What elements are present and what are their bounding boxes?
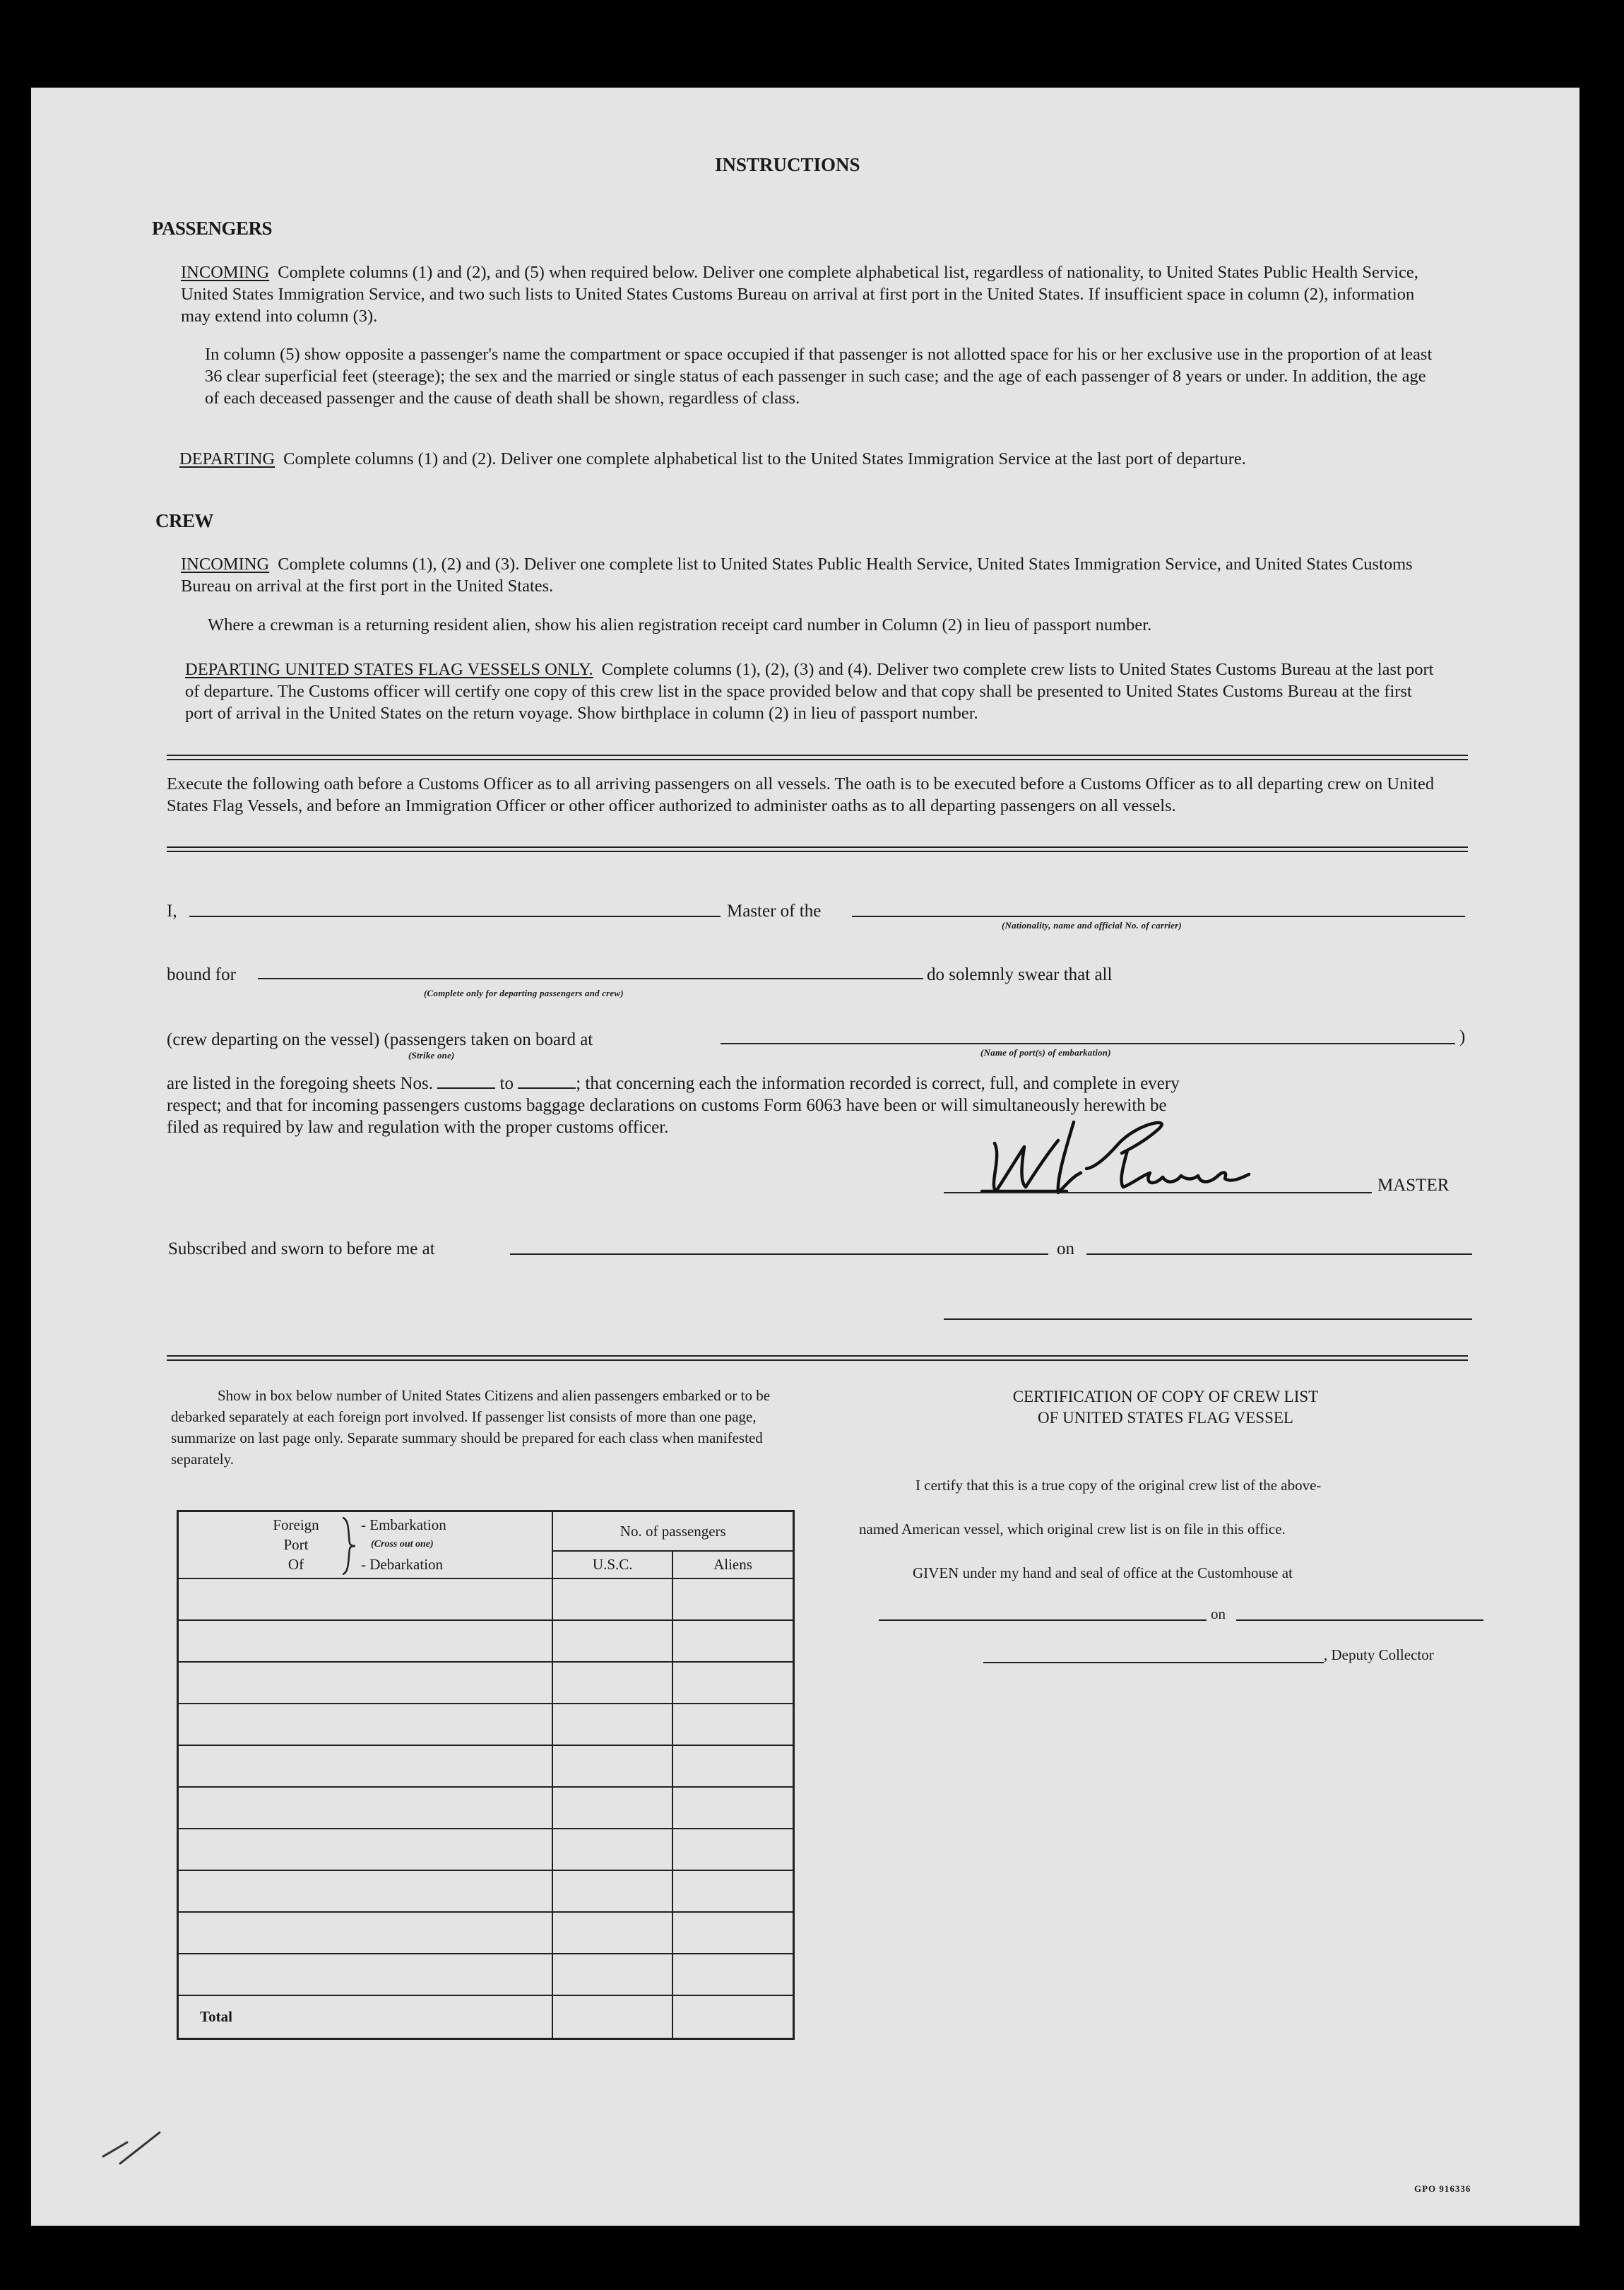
bound-for-line[interactable]	[258, 978, 923, 979]
usc-cell[interactable]	[552, 1829, 672, 1870]
oath-i-label: I,	[167, 902, 177, 921]
debarkation-label: - Debarkation	[361, 1556, 444, 1573]
port-cell[interactable]	[178, 1829, 553, 1870]
bound-for-label: bound for	[167, 965, 236, 984]
listed-text-a: are listed in the foregoing sheets Nos.	[167, 1074, 433, 1093]
aliens-cell[interactable]	[672, 1870, 794, 1912]
nationality-caption: (Nationality, name and official No. of carrier)	[1002, 920, 1182, 931]
sworn-on-label: on	[1057, 1239, 1074, 1258]
usc-cell[interactable]	[552, 1912, 672, 1954]
aliens-cell[interactable]	[672, 1787, 794, 1829]
usc-cell[interactable]	[552, 1870, 672, 1912]
crew-departing-text: Complete columns (1), (2), (3) and (4). Deliver two complete crew lists to United States Customs Bureau at the last port of departure. The Customs officer will certify one copy of this crew list in the space provided below and that copy shall be presented to United States Customs Bureau at the first port of arrival in the United States on the return voyage. Show birthplace in column (2) in lieu of passport number.	[185, 660, 1434, 723]
aliens-header: Aliens	[672, 1551, 794, 1578]
usc-cell[interactable]	[552, 1954, 672, 1995]
complete-caption: (Complete only for departing passengers and crew)	[424, 988, 624, 998]
foreign-port-header	[178, 1511, 553, 1579]
aliens-cell[interactable]	[672, 1954, 794, 1995]
certification-line-2: named American vessel, which original crew list is on file in this office.	[859, 1521, 1286, 1538]
departing-label: DEPARTING	[179, 449, 275, 468]
usc-cell[interactable]	[552, 1745, 672, 1787]
passengers-departing-paragraph	[179, 448, 1438, 470]
crew-incoming-label: INCOMING	[181, 555, 270, 574]
certification-title-2: OF UNITED STATES FLAG VESSEL	[1038, 1409, 1293, 1427]
port-caption: (Name of port(s) of embarkation)	[980, 1047, 1111, 1058]
close-paren: )	[1459, 1027, 1466, 1046]
aliens-cell[interactable]	[672, 1745, 794, 1787]
usc-cell[interactable]	[552, 1662, 672, 1704]
foreign-label: Foreign	[273, 1516, 319, 1533]
embarkation-label: - Embarkation	[361, 1516, 446, 1533]
sheet-from-line[interactable]	[437, 1075, 495, 1089]
customhouse-line[interactable]	[879, 1619, 1207, 1621]
master-name-line[interactable]	[189, 916, 721, 917]
usc-header: U.S.C.	[552, 1551, 672, 1578]
double-rule	[167, 846, 1468, 852]
port-cell[interactable]	[178, 1787, 553, 1829]
certification-date-line[interactable]	[1236, 1619, 1483, 1621]
officer-signature-line[interactable]	[944, 1318, 1472, 1320]
cross-out-label: (Cross out one)	[371, 1539, 434, 1550]
certification-line-1: I certify that this is a true copy of the original crew list of the above-	[915, 1477, 1322, 1494]
incoming-text: Complete columns (1) and (2), and (5) when required below. Deliver one complete alphabetical list, regardless of nationality, to United States Public Health Service, United States Immigration Service, and two such lists to United States Customs Bureau on arrival at first port in the United States. If insufficient space in column (2), information may extend into column (3).	[181, 263, 1418, 326]
deputy-collector-label: , Deputy Collector	[1324, 1646, 1434, 1663]
certification-on-label: on	[1211, 1605, 1226, 1622]
passenger-summary-table	[177, 1510, 795, 2040]
master-signature-line[interactable]	[944, 1192, 1372, 1193]
summary-note: Show in box below number of United States Citizens and alien passengers embarked or to be debarked separately at each foreign port involved. If passenger list consists of more than one page, summarize on last page only. Separate summary should be prepared for each class when manifested separately.	[171, 1387, 771, 1468]
crew-departing-paragraph	[185, 659, 1438, 724]
port-cell[interactable]	[178, 1912, 553, 1954]
port-cell[interactable]	[178, 1704, 553, 1745]
departing-text: Complete columns (1) and (2). Deliver one complete alphabetical list to the United States Immigration Service at the last port of departure.	[283, 449, 1246, 468]
port-cell[interactable]	[178, 1578, 553, 1620]
port-cell[interactable]	[178, 1870, 553, 1912]
page-title: INSTRUCTIONS	[715, 154, 860, 175]
crew-departing-text: (crew departing on the vessel) (passengers taken on board at	[167, 1030, 593, 1049]
listed-text-c: respect; and that for incoming passengers customs baggage declarations on customs Form 6063 have been or will simultaneously herewith be	[167, 1096, 1167, 1115]
usc-cell[interactable]	[552, 1578, 672, 1620]
brace-icon	[341, 1516, 357, 1576]
usc-cell[interactable]	[552, 1620, 672, 1662]
aliens-cell[interactable]	[672, 1662, 794, 1704]
of-label: Of	[288, 1556, 304, 1573]
port-embarkation-line[interactable]	[721, 1043, 1455, 1044]
oath-instructions: Execute the following oath before a Customs Officer as to all arriving passengers on all vessels. The oath is to be executed before a Customs Officer as to all departing crew on United States Flag Vessels, and before an Immigration Officer or other officer authorized to administer oaths as to all departing passengers on all vessels.	[167, 774, 1435, 815]
certification-title	[940, 1386, 1392, 1429]
listed-text-d: filed as required by law and regulation with the proper customs officer.	[167, 1118, 669, 1137]
certification-title-1: CERTIFICATION OF COPY OF CREW LIST	[1012, 1388, 1319, 1405]
aliens-total-cell[interactable]	[672, 1995, 794, 2038]
column5-paragraph: In column (5) show opposite a passenger's name the compartment or space occupied if that passenger is not allotted space for his or her exclusive use in the proportion of at least 36 clear superficial feet (steerage); the sex and the married or single status of each passenger in such case; and the age of each passenger of 8 years or under. In addition, the age of each deceased passenger and the cause of death shall be shown, regardless of class.	[205, 345, 1433, 408]
form-code: GPO 916336	[1414, 2183, 1471, 2194]
strike-caption: (Strike one)	[408, 1050, 455, 1061]
crew-incoming-text: Complete columns (1), (2) and (3). Deliver one complete list to United States Public Health Service, United States Immigration Service, and United States Customs Bureau on arrival at the first port in the United States.	[181, 555, 1413, 596]
listed-text-b: ; that concerning each the information recorded is correct, full, and complete in every	[576, 1074, 1180, 1093]
crew-departing-label: DEPARTING UNITED STATES FLAG VESSELS ONLY.	[185, 660, 593, 679]
aliens-cell[interactable]	[672, 1620, 794, 1662]
certification-line-3: GIVEN under my hand and seal of office at the Customhouse at	[913, 1564, 1293, 1581]
usc-total-cell[interactable]	[552, 1995, 672, 2038]
incoming-label: INCOMING	[181, 263, 270, 282]
crew-alien-paragraph: Where a crewman is a returning resident alien, show his alien registration receipt card number in Column (2) in lieu of passport number.	[208, 615, 1152, 635]
usc-cell[interactable]	[552, 1787, 672, 1829]
port-cell[interactable]	[178, 1662, 553, 1704]
pencil-mark	[99, 2127, 170, 2169]
listed-to: to	[499, 1074, 514, 1093]
no-passengers-header: No. of passengers	[552, 1511, 793, 1552]
double-rule	[167, 1355, 1468, 1361]
total-label: Total	[178, 1995, 553, 2038]
port-label: Port	[283, 1536, 309, 1553]
master-of-the-label: Master of the	[727, 902, 822, 921]
aliens-cell[interactable]	[672, 1578, 794, 1620]
port-cell[interactable]	[178, 1954, 553, 1995]
sheet-to-line[interactable]	[518, 1075, 576, 1089]
master-label: MASTER	[1377, 1176, 1450, 1195]
passengers-incoming-paragraph	[181, 261, 1438, 327]
carrier-line[interactable]	[852, 916, 1465, 917]
aliens-cell[interactable]	[672, 1829, 794, 1870]
aliens-cell[interactable]	[672, 1704, 794, 1745]
sworn-place-line[interactable]	[510, 1253, 1048, 1255]
deputy-signature-line[interactable]	[983, 1662, 1324, 1663]
swear-text: do solemnly swear that all	[927, 965, 1113, 984]
aliens-cell[interactable]	[672, 1912, 794, 1954]
port-cell[interactable]	[178, 1620, 553, 1662]
crew-heading: CREW	[155, 510, 214, 531]
port-cell[interactable]	[178, 1745, 553, 1787]
passengers-heading: PASSENGERS	[152, 218, 273, 239]
sworn-date-line[interactable]	[1086, 1253, 1472, 1255]
subscribed-label: Subscribed and sworn to before me at	[168, 1239, 435, 1258]
double-rule	[167, 755, 1468, 760]
crew-incoming-paragraph	[181, 553, 1438, 597]
usc-cell[interactable]	[552, 1704, 672, 1745]
